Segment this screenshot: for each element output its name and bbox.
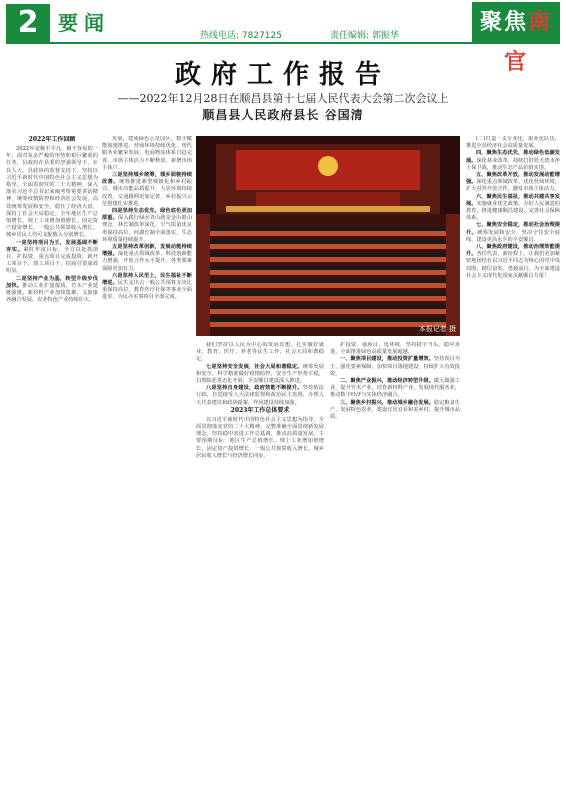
paragraph: 紧盯年度目标，全力以赴抓项目、扩投资，重点项目完成投资，新开工项目个，竣工项目个，招商引资成效明显。 (6, 246, 98, 275)
paragraph: 深化重点领域改革，科技创新能力增强，开放合作水平提升，各类要素保障更加有力。 (102, 251, 192, 272)
editor: 责任编辑: 郭振华 (330, 31, 399, 41)
bold-heading: 七、聚焦安全稳定，推动社会治理提升。 (466, 222, 560, 236)
paragraph: 各位代表，新征程上，让我们更加紧密地团结在以习近平同志为核心的党中央周围，踔厉奋发、勇毅前行，为全面建设社会主义现代化国家贡献顺昌力量！ (466, 251, 560, 279)
photo-credit: 本报记者 摄 (418, 325, 456, 333)
paragraph: (二)打造一支专业化、职业化队伍，推进全县经济社会高质量发展。 (466, 136, 560, 150)
paragraph: 统筹推进新型城镇化和乡村振兴，城市功能品质提升，人居环境持续改善，交通路网更加完善，乡村振兴示范创建扎实推进。 (102, 179, 192, 207)
paragraph: 统筹发展和安全，坚决守住安全底线，建设更高水平的平安顺昌。 (466, 229, 560, 243)
bold-heading: 六、聚焦民生福祉，推动共建共享发展。 (466, 193, 560, 207)
bold-heading: 五、聚焦改革开放，推动发展动能增强。 (466, 172, 560, 186)
bold-heading: 二是坚持产业为基，转型升级步伐加快。 (6, 275, 98, 289)
paragraph: 民生支出占一般公共预算支出比重保持高位，教育医疗社保等事业全面进步，为民办实事项目全部完成。 (102, 280, 192, 301)
paragraph: 深入践行绿水青山就是金山银山理念，林长制改革深化，空气质量优良率保持高位，河湖长制全面落实，生态环境质量持续提升。 (102, 215, 192, 243)
masthead-logo (472, 2, 560, 75)
bold-heading: 三是坚持城乡统筹，城乡面貌持续改善。 (102, 172, 192, 186)
assembly-hall-photo (196, 136, 460, 336)
column-2 (102, 136, 192, 796)
masthead-b: 南官 (503, 9, 553, 75)
paragraph: 深化重点领域改革，优化营商环境，扩大对外开放合作，激发市场主体活力。 (466, 179, 560, 193)
column-1 (6, 136, 98, 796)
bold-heading: 三、聚焦乡村振兴，推动城乡融合发展。 (340, 399, 434, 406)
column-heading: 2022年工作回顾 (28, 136, 76, 143)
bold-heading: 六是坚持人民至上，民生福祉不断增进。 (102, 272, 192, 287)
bold-heading: 五是坚持改革创新，发展动能持续增强。 (102, 244, 192, 258)
bold-heading: 四、聚焦生态优先，推动绿色低碳发展。 (466, 150, 560, 164)
hotline: 热线电话: 7827125 (200, 31, 282, 41)
bold-heading: 二、聚焦产业振兴，推动经济转型升级。 (340, 378, 434, 385)
column-heading: 2023年工作总体要求 (230, 406, 290, 414)
paragraph: 发展，建成绿色示范园区，数字赋能加速推进，营商环境持续优化，现代服务业繁荣发展，电商物流体系日趋完善，市场主体活力不断释放，新增市场主体户。 (102, 136, 192, 171)
paragraph: 扩投资、强项目、优环境，坚持稳字当头、稳中求进，全面推进绿色高质量发展超越。 (330, 342, 460, 356)
paragraph: 做大做强工业，提升竹木产业，培育新材料产业，发展现代服务业，推动数字经济与实体经济融合。 (330, 378, 460, 399)
bold-heading: 七是坚持安全发展，社会大局和谐稳定。 (206, 363, 303, 370)
bold-heading: 八是坚持自身建设，政府效能不断提升。 (206, 385, 303, 392)
header-rule (6, 42, 560, 44)
bold-heading: 一、聚焦项目建设，推动投资扩量增效。 (340, 356, 434, 363)
paragraph: 深化林业改革，持续打好蓝天碧水净土保卫战，推动生态产品价值实现。 (466, 157, 560, 171)
article-byline: 顺昌县人民政府县长 谷国清 (202, 108, 364, 122)
bold-heading: 四是坚持生态优先，绿色底色更加厚重。 (102, 208, 192, 222)
section-title: 要闻 (58, 11, 110, 35)
bold-heading: 八、聚焦政府建设，推动治理效能提升。 (466, 244, 560, 258)
column-3 (196, 342, 324, 796)
paragraph: 实施就业优先政策，办好人民满意的教育，推进健康顺昌建设，完善社会保障体系。 (466, 200, 560, 222)
paragraph: 我们坚持以人民为中心的发展思想，扎实做好就业、教育、医疗、养老等民生工作，社会大局和谐稳定。 (196, 342, 324, 363)
paragraph: 稳定粮食生产，发展特色农业，建设宜居宜业和美乡村，提升城市品质。 (330, 399, 460, 421)
masthead-a: 聚焦 (479, 9, 528, 35)
assembly-photo-art (196, 136, 460, 336)
bold-heading: 一是坚持项目为王，发展基础不断夯实。 (6, 239, 98, 253)
paragraph: 坚持项目为王，强化要素保障，加快项目落地建设，持续扩大有效投资。 (330, 356, 460, 377)
article-subtitle: ——2022年12月28日在顺昌县第十七届人民代表大会第二次会议上 (117, 92, 449, 105)
column-5 (466, 136, 560, 796)
paragraph: 以习近平新时代中国特色社会主义思想为指导，全面贯彻落实党的二十大精神，完整准确全面贯彻新发展理念，坚持稳中求进工作总基调，推动高质量发展。主要预期目标：地区生产总值增长，规上工业增加值增长，固定资产投资增长，一般公共预算收入增长，城乡居民收入增长与经济增长同步。 (196, 416, 324, 459)
article-title: 政府工作报告 (174, 60, 391, 90)
paragraph: 推动工业扩量提质，竹木产业延链强链，新材料产业加快集聚，文旅康养融合发展，农业特色产业持续壮大。 (6, 282, 98, 304)
column-4 (330, 342, 460, 796)
paragraph: 统筹发展和安全，科学精准做好疫情防控，安全生产形势平稳，扫黑除恶常态化开展，平安顺昌建设深入推进。 (196, 363, 324, 385)
paragraph: 2022年是极不平凡、极不容易的一年，面对复杂严峻的形势和艰巨繁重的任务，县政府在县委的坚强领导下，在县人大、县政协的监督支持下，坚持以习近平新时代中国特色社会主义思想为指导，全面贯彻党的二十大精神，深入落实习近平总书记来闽考察重要讲话精神，统筹疫情防控和经济社会发展，高效统筹发展和安全，稳住了经济大盘，保持了社会大局稳定。全年地区生产总值增长，规上工业增加值增长，固定资产投资增长，一般公共预算收入增长，城乡居民人均可支配收入分别增长。 (6, 146, 98, 239)
page-number: 2 (6, 4, 50, 42)
paragraph: 坚持依法行政，自觉接受人大法律监督和政协民主监督，办理人大代表建议和政协提案，作风建设持续加强。 (196, 385, 324, 406)
